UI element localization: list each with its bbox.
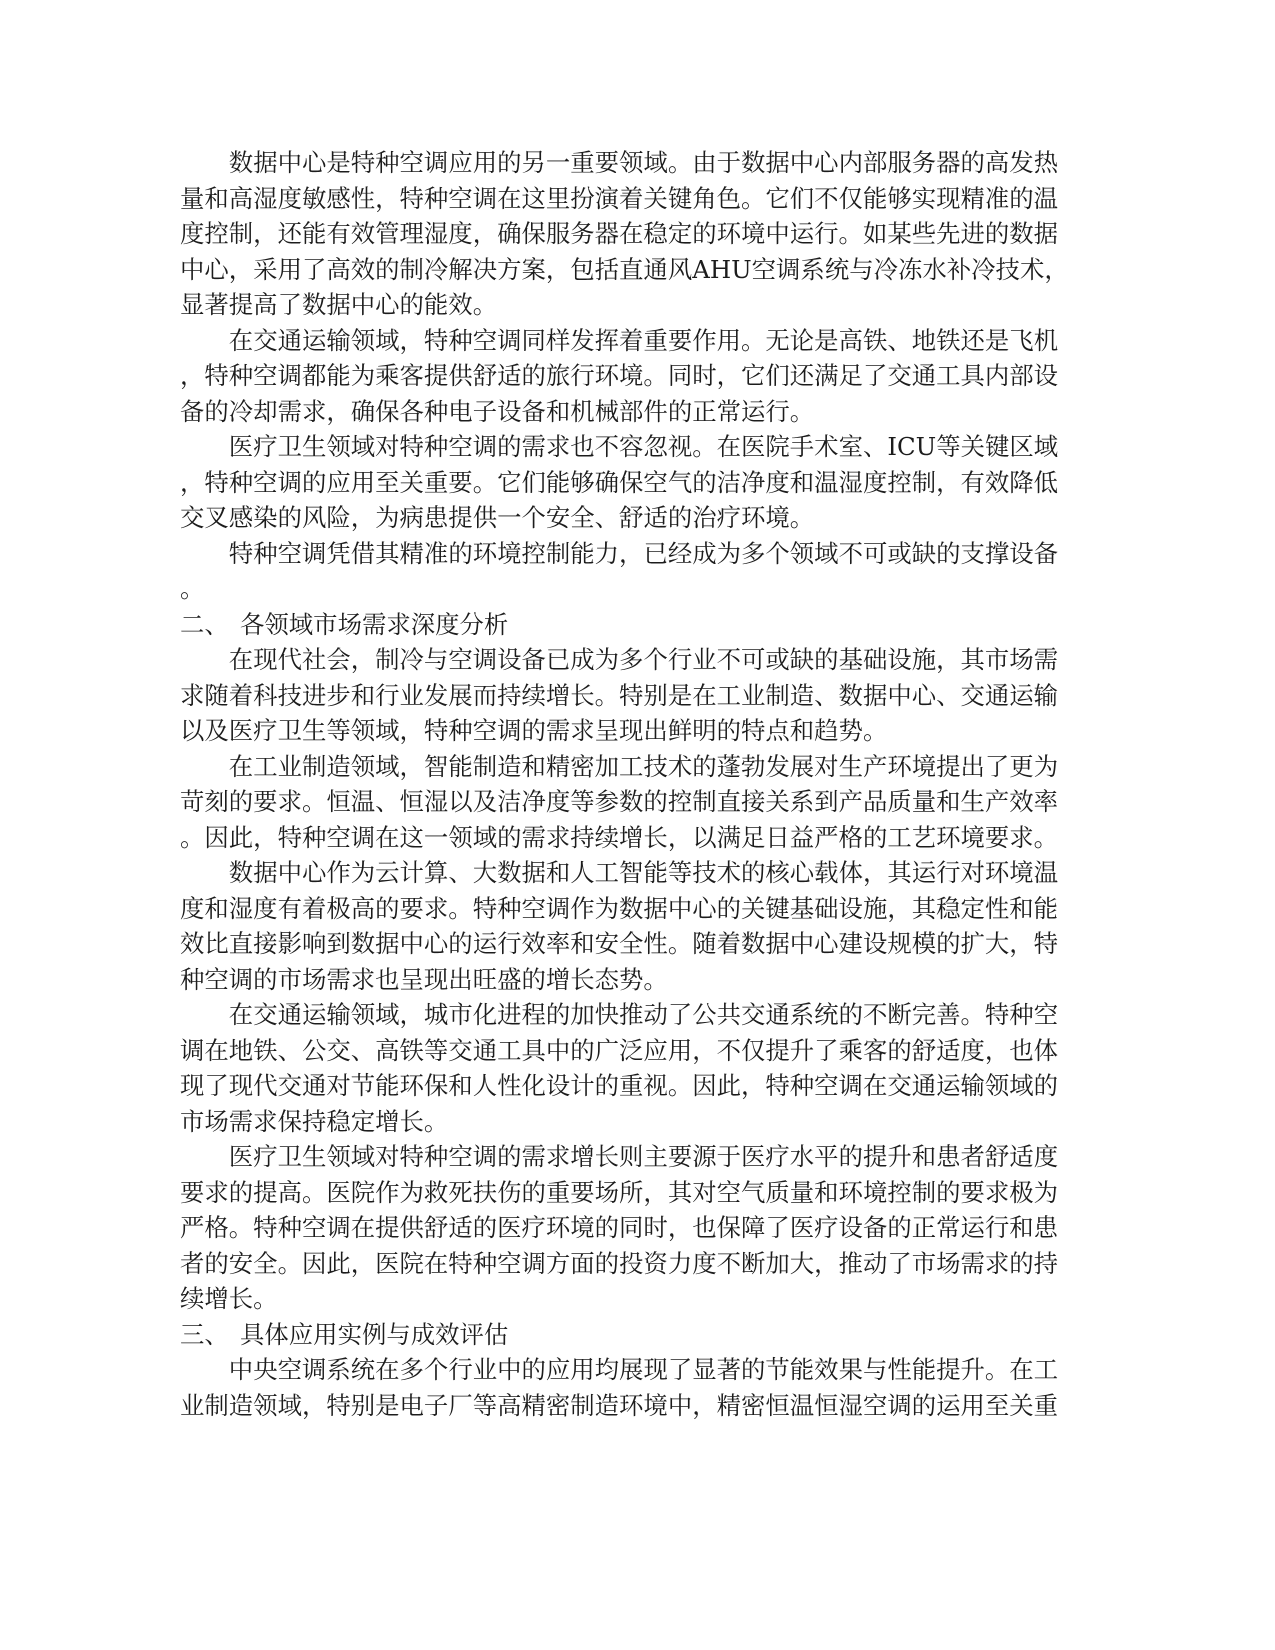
text-line: 度和湿度有着极高的要求。特种空调作为数据中心的关键基础设施，其稳定性和能 <box>180 893 1059 923</box>
text-line: 。因此，特种空调在这一领域的需求持续增长，以满足日益严格的工艺环境要求。 <box>180 822 1059 852</box>
section-heading-2 <box>180 607 1080 643</box>
text-line: 苛刻的要求。恒温、恒湿以及洁净度等参数的控制直接关系到产品质量和生产效率 <box>180 787 1059 816</box>
text-line: 求随着科技进步和行业发展而持续增长。特别是在工业制造、数据中心、交通运输 <box>180 680 1059 710</box>
text-line: 以及医疗卫生等领域，特种空调的需求呈现出鲜明的特点和趋势。 <box>180 716 888 745</box>
text-line: 交叉感染的风险，为病患提供一个安全、舒适的治疗环境。 <box>180 503 815 532</box>
text-line: 续增长。 <box>180 1284 278 1313</box>
text-line: 。 <box>180 574 205 603</box>
text-line: 调在地铁、公交、高铁等交通工具中的广泛应用，不仅提升了乘客的舒适度，也体 <box>180 1035 1059 1065</box>
section-number: 三、 <box>180 1319 229 1349</box>
text-line: ，特种空调的应用至关重要。它们能够确保空气的洁净度和温湿度控制，有效降低 <box>180 467 1059 497</box>
paragraph-central-ac <box>180 1352 1080 1423</box>
text-line: 量和高湿度敏感性，特种空调在这里扮演着关键角色。它们不仅能够实现精准的温 <box>180 183 1059 213</box>
text-line: 医疗卫生领域对特种空调的需求也不容忽视。在医院手术室、ICU等关键区域 <box>228 432 1059 461</box>
paragraph-industrial <box>180 749 1080 856</box>
text-line: 现了现代交通对节能环保和人性化设计的重视。因此，特种空调在交通运输领域的 <box>180 1071 1059 1100</box>
text-line: 数据中心作为云计算、大数据和人工智能等技术的核心载体，其运行对环境温 <box>228 858 1059 887</box>
paragraph-medical-market <box>180 1139 1080 1317</box>
paragraph-data-center <box>180 145 1080 323</box>
text-line: 在现代社会，制冷与空调设备已成为多个行业不可或缺的基础设施，其市场需 <box>228 645 1059 674</box>
text-line: 者的安全。因此，医院在特种空调方面的投资力度不断加大，推动了市场需求的持 <box>180 1248 1059 1278</box>
paragraph-summary <box>180 536 1080 607</box>
paragraph-transport <box>180 323 1080 430</box>
text-line: 中央空调系统在多个行业中的应用均展现了显著的节能效果与性能提升。在工 <box>228 1355 1059 1384</box>
text-line: 备的冷却需求，确保各种电子设备和机械部件的正常运行。 <box>180 396 815 426</box>
text-line: 业制造领域，特别是电子厂等高精密制造环境中，精密恒温恒湿空调的运用至关重 <box>180 1390 1059 1420</box>
section-title: 各领域市场需求深度分析 <box>240 609 509 639</box>
paragraph-transport-market <box>180 997 1080 1139</box>
text-line: 要求的提高。医院作为救死扶伤的重要场所，其对空气质量和环境控制的要求极为 <box>180 1177 1059 1207</box>
text-line: 市场需求保持稳定增长。 <box>180 1106 449 1136</box>
paragraph-market-intro <box>180 642 1080 749</box>
text-line: 在交通运输领域，城市化进程的加快推动了公共交通系统的不断完善。特种空 <box>228 1000 1059 1029</box>
section-number: 二、 <box>180 609 229 639</box>
text-line: 种空调的市场需求也呈现出旺盛的增长态势。 <box>180 964 668 994</box>
text-line: 度控制，还能有效管理湿度，确保服务器在稳定的环境中运行。如某些先进的数据 <box>180 219 1059 248</box>
text-line: 显著提高了数据中心的能效。 <box>180 290 498 319</box>
document-page <box>180 145 1080 1423</box>
text-line: 中心，采用了高效的制冷解决方案，包括直通风AHU空调系统与冷冻水补冷技术， <box>180 254 1069 284</box>
text-line: 效比直接影响到数据中心的运行效率和安全性。随着数据中心建设规模的扩大，特 <box>180 929 1059 958</box>
text-line: 在交通运输领域，特种空调同样发挥着重要作用。无论是高铁、地铁还是飞机 <box>228 325 1059 355</box>
text-line: 医疗卫生领域对特种空调的需求增长则主要源于医疗水平的提升和患者舒适度 <box>228 1142 1059 1171</box>
paragraph-data-center-market <box>180 855 1080 997</box>
text-line: ，特种空调都能为乘客提供舒适的旅行环境。同时，它们还满足了交通工具内部设 <box>180 361 1059 390</box>
section-title: 具体应用实例与成效评估 <box>240 1319 509 1349</box>
text-line: 特种空调凭借其精准的环境控制能力，已经成为多个领域不可或缺的支撑设备 <box>228 538 1059 568</box>
text-line: 在工业制造领域，智能制造和精密加工技术的蓬勃发展对生产环境提出了更为 <box>228 751 1059 781</box>
text-line: 严格。特种空调在提供舒适的医疗环境的同时，也保障了医疗设备的正常运行和患 <box>180 1213 1059 1242</box>
section-heading-3 <box>180 1317 1080 1353</box>
text-line: 数据中心是特种空调应用的另一重要领域。由于数据中心内部服务器的高发热 <box>228 148 1059 177</box>
paragraph-medical <box>180 429 1080 536</box>
